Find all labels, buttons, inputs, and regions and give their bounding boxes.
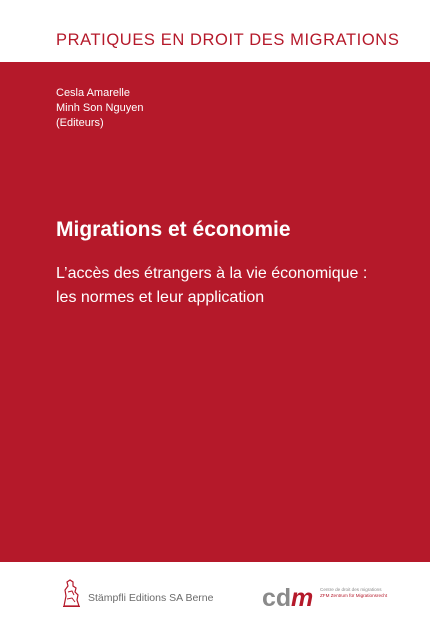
editor-name: Minh Son Nguyen	[56, 102, 144, 114]
logo-line-1: Centre de droit des migrations	[320, 587, 382, 592]
cdm-logo-text	[320, 587, 387, 599]
editor-name: Cesla Amarelle	[56, 87, 130, 99]
publisher-name: Stämpfli Editions SA Berne	[88, 592, 214, 604]
bear-logo-icon	[60, 578, 82, 608]
subtitle-line: les normes et leur application	[56, 289, 265, 306]
logo-wordmark-grey: cd	[262, 584, 292, 612]
book-title: Migrations et économie	[56, 218, 291, 241]
logo-wordmark-red: m	[291, 584, 314, 612]
logo-line-2: ZFM Zentrum für Migrationsrecht	[320, 593, 388, 598]
subtitle-line: L’accès des étrangers à la vie économique :	[56, 265, 368, 282]
series-title: PRATIQUES EN DROIT DES MIGRATIONS	[56, 31, 400, 49]
book-subtitle	[56, 262, 367, 310]
publisher-block	[60, 578, 213, 608]
cover-panel	[0, 62, 430, 562]
editors-role: (Editeurs)	[56, 117, 104, 129]
editors-block	[56, 86, 143, 131]
